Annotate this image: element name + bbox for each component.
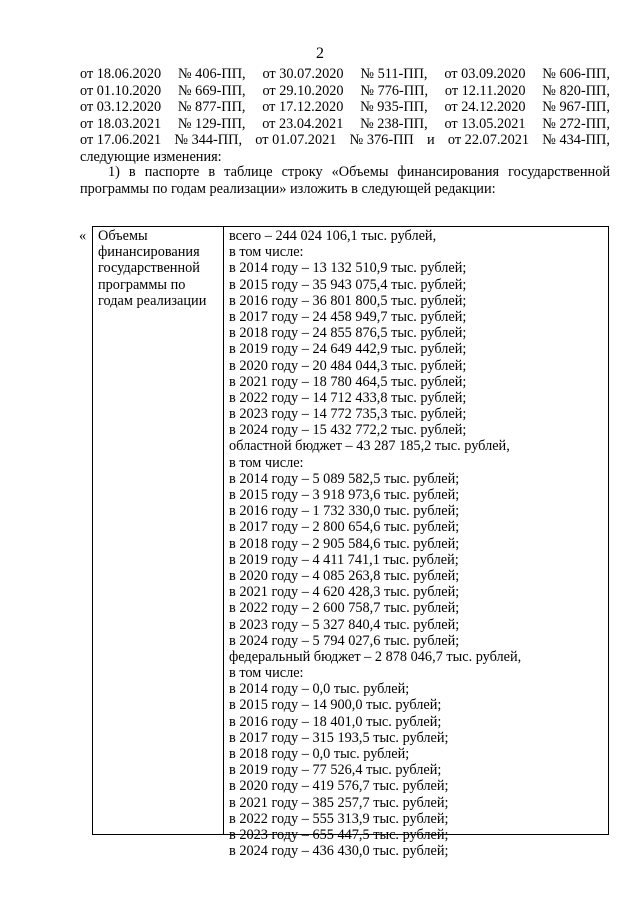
- funding-line: в том числе:: [229, 454, 304, 471]
- funding-line: в 2021 году – 18 780 464,5 тыс. рублей;: [229, 373, 467, 390]
- funding-line: в 2018 году – 24 855 876,5 тыс. рублей;: [229, 325, 467, 342]
- amendment-date: от 29.10.2020: [262, 82, 344, 99]
- opening-quote: «: [79, 228, 87, 244]
- amendment-number: № 344-ПП,: [174, 132, 243, 149]
- label-line: государственной: [98, 260, 200, 277]
- funding-line: в 2023 году – 655 447,5 тыс. рублей;: [229, 826, 449, 843]
- amendment-date: от 30.07.2020: [262, 66, 344, 82]
- funding-line: в 2016 году – 1 732 330,0 тыс. рублей;: [229, 503, 460, 520]
- funding-line: в 2018 году – 0,0 тыс. рублей;: [229, 746, 410, 762]
- amendment-number: № 877-ПП,: [177, 99, 246, 116]
- funding-line: в 2018 году – 2 905 584,6 тыс. рублей;: [229, 535, 460, 552]
- item-1-line-1: 1) в паспорте в таблице строку «Объемы финансирования государственной: [108, 164, 610, 180]
- funding-line: в 2022 году – 2 600 758,7 тыс. рублей;: [229, 600, 460, 617]
- item-1-paragraph: [80, 164, 610, 197]
- amendment-number: № 776-ПП,: [360, 82, 429, 99]
- funding-line: в 2024 году – 5 794 027,6 тыс. рублей;: [229, 632, 460, 649]
- funding-line: в 2017 году – 315 193,5 тыс. рублей;: [229, 729, 449, 746]
- label-line: программы по: [98, 276, 186, 293]
- amendment-number: № 406-ПП,: [177, 66, 246, 82]
- amendment-date: от 18.03.2021: [80, 115, 162, 132]
- amendments-line: [80, 66, 610, 83]
- amendments-line: [80, 83, 610, 100]
- item-1-line-2: программы по годам реализации» изложить в следующей редакции:: [80, 180, 496, 197]
- funding-line: в 2022 году – 555 313,9 тыс. рублей;: [229, 810, 449, 827]
- funding-line: в 2015 году – 35 943 075,4 тыс. рублей;: [229, 276, 467, 293]
- funding-line: областной бюджет – 43 287 185,2 тыс. рублей,: [229, 438, 510, 455]
- amendment-date: от 23.04.2021: [262, 115, 344, 132]
- funding-line: в 2021 году – 385 257,7 тыс. рублей;: [229, 794, 449, 811]
- amendment-date: от 03.09.2020: [444, 66, 526, 82]
- funding-line: в 2016 году – 36 801 800,5 тыс. рублей;: [229, 292, 467, 309]
- funding-line: всего – 244 024 106,1 тыс. рублей,: [229, 228, 437, 244]
- amendment-number: № 967-ПП,: [542, 99, 610, 116]
- funding-line: в 2019 году – 4 411 741,1 тыс. рублей;: [229, 551, 459, 568]
- amendment-date: от 17.12.2020: [262, 99, 344, 116]
- funding-line: в 2015 году – 3 918 973,6 тыс. рублей;: [229, 487, 460, 503]
- amendment-number: № 238-ПП,: [360, 115, 428, 132]
- amendment-number: № 669-ПП,: [177, 82, 246, 99]
- funding-line: в 2017 году – 2 800 654,6 тыс. рублей;: [229, 519, 460, 536]
- amendments-line: [80, 132, 610, 149]
- funding-table: [92, 226, 609, 860]
- funding-line: в 2024 году – 436 430,0 тыс. рублей;: [229, 843, 449, 860]
- amendment-date: от 22.07.2021: [447, 132, 530, 149]
- amendment-date: от 12.11.2020: [444, 82, 526, 99]
- funding-line: в 2020 году – 419 576,7 тыс. рублей;: [229, 778, 449, 795]
- amendments-line: [80, 116, 610, 133]
- amendment-number: № 935-ПП,: [360, 99, 428, 116]
- changes-label: следующие изменения:: [80, 148, 222, 165]
- amendment-date: от 01.07.2021: [255, 132, 337, 149]
- funding-line: в 2021 году – 4 620 428,3 тыс. рублей;: [229, 584, 460, 601]
- funding-line: в 2014 году – 13 132 510,9 тыс. рублей;: [229, 260, 467, 277]
- amendments-list: [80, 66, 610, 166]
- funding-line: в 2020 году – 20 484 044,3 тыс. рублей;: [229, 357, 467, 374]
- amendment-date: от 18.06.2020: [80, 66, 162, 82]
- amendment-date: от 13.05.2021: [444, 115, 526, 132]
- amendment-number: № 820-ПП,: [542, 82, 610, 99]
- funding-label-cell: [98, 228, 220, 309]
- amendment-date: от 17.06.2021: [80, 132, 162, 149]
- page-number: 2: [316, 45, 324, 62]
- funding-line: в 2014 году – 5 089 582,5 тыс. рублей;: [229, 470, 460, 487]
- funding-line: в 2024 году – 15 432 772,2 тыс. рублей;: [229, 422, 467, 439]
- funding-values-cell: [229, 228, 604, 859]
- funding-line: в 2014 году – 0,0 тыс. рублей;: [229, 681, 410, 698]
- label-line: Объемы: [98, 228, 148, 244]
- amendment-date: от 03.12.2020: [80, 99, 162, 116]
- amendment-number: № 511-ПП,: [360, 66, 428, 82]
- label-line: годам реализации: [98, 292, 207, 309]
- conjunction: и: [426, 132, 435, 149]
- amendment-number: № 376-ПП: [349, 132, 414, 149]
- table-column-divider: [223, 227, 224, 834]
- funding-line: федеральный бюджет – 2 878 046,7 тыс. рублей,: [229, 648, 522, 665]
- amendment-date: от 24.12.2020: [444, 99, 526, 116]
- funding-line: в 2020 году – 4 085 263,8 тыс. рублей;: [229, 567, 460, 584]
- funding-line: в том числе:: [229, 244, 304, 261]
- funding-line: в 2015 году – 14 900,0 тыс. рублей;: [229, 697, 442, 714]
- funding-line: в 2022 году – 14 712 433,8 тыс. рублей;: [229, 389, 467, 406]
- amendments-line: [80, 99, 610, 116]
- amendment-date: от 01.10.2020: [80, 82, 162, 99]
- amendment-number: № 606-ПП,: [542, 66, 610, 82]
- funding-line: в 2023 году – 14 772 735,3 тыс. рублей;: [229, 406, 467, 423]
- funding-line: в 2016 году – 18 401,0 тыс. рублей;: [229, 713, 442, 730]
- funding-line: в 2023 году – 5 327 840,4 тыс. рублей;: [229, 616, 460, 633]
- funding-line: в 2019 году – 24 649 442,9 тыс. рублей;: [229, 341, 467, 358]
- funding-line: в 2019 году – 77 526,4 тыс. рублей;: [229, 762, 442, 779]
- funding-line: в том числе:: [229, 665, 304, 682]
- label-line: финансирования: [98, 244, 200, 261]
- funding-line: в 2017 году – 24 458 949,7 тыс. рублей;: [229, 308, 467, 325]
- amendment-number: № 434-ПП,: [542, 132, 610, 149]
- amendment-number: № 272-ПП,: [542, 115, 610, 132]
- amendment-number: № 129-ПП,: [177, 115, 246, 132]
